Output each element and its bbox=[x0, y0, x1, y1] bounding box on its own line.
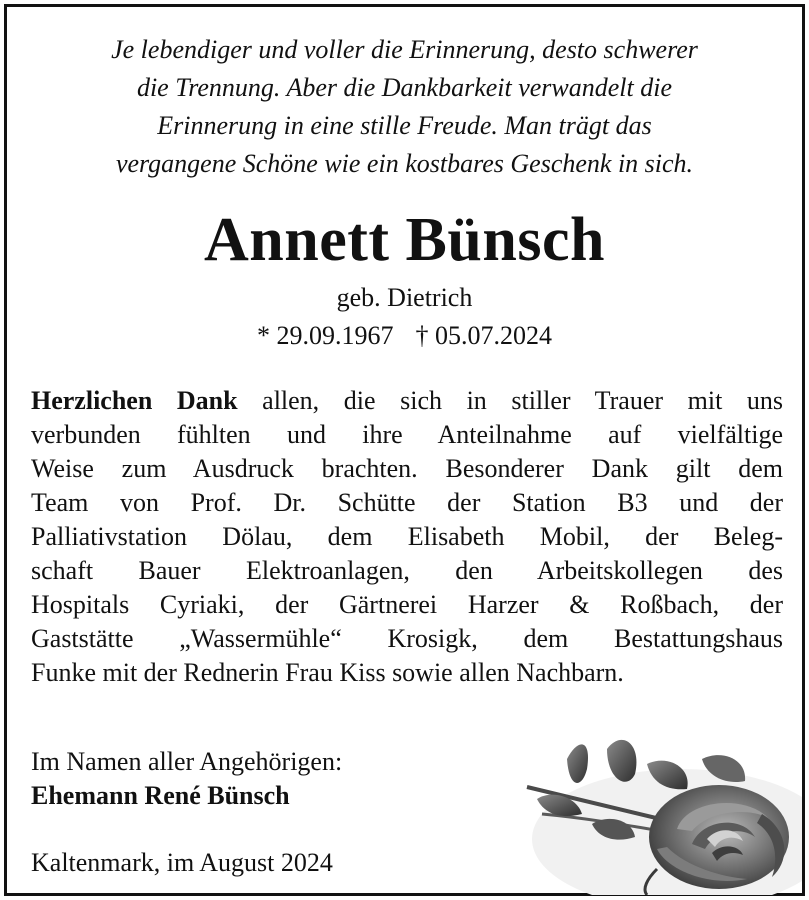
quote-line: die Trennung. Aber die Dankbarkeit verwandelt die bbox=[136, 73, 673, 102]
thanks-line bbox=[31, 384, 783, 418]
birth-date: * 29.09.1967 bbox=[257, 321, 394, 350]
memorial-quote bbox=[7, 31, 802, 183]
quote-line: Je lebendiger und voller die Erinnerung, desto schwerer bbox=[111, 35, 698, 64]
thanks-line: verbunden fühlten und ihre Anteilnahme auf vielfältige bbox=[31, 420, 783, 449]
thanks-line-rest: allen, die sich in stiller Trauer mit uns bbox=[237, 386, 783, 415]
thanks-text bbox=[31, 384, 783, 690]
thanks-line: schaft Bauer Elektroanlagen, den Arbeitskollegen des bbox=[31, 556, 783, 585]
thanks-lead: Herzlichen Dank bbox=[31, 386, 238, 415]
deceased-name: Annett Bünsch bbox=[204, 206, 605, 274]
death-date: † 05.07.2024 bbox=[415, 321, 552, 350]
thanks-line: Hospitals Cyriaki, der Gärtnerei Harzer & Roßbach, der bbox=[31, 590, 783, 619]
life-dates bbox=[7, 319, 802, 353]
thanks-line: Weise zum Ausdruck brachten. Besonderer Dank gilt dem bbox=[31, 454, 783, 483]
thanks-line: Funke mit der Rednerin Frau Kiss sowie allen Nachbarn. bbox=[31, 658, 624, 687]
thanks-line: Gaststätte „Wassermühle“ Krosigk, dem Bestattungshaus bbox=[31, 624, 783, 653]
place-date: Kaltenmark, im August 2024 bbox=[31, 848, 333, 877]
quote-line: Erinnerung in eine stille Freude. Man trägt das bbox=[157, 111, 652, 140]
obituary-card bbox=[4, 4, 805, 896]
rose-icon bbox=[507, 719, 802, 895]
signer-name: Ehemann René Bünsch bbox=[31, 781, 290, 810]
thanks-line: Team von Prof. Dr. Schütte der Station B3 und der bbox=[31, 488, 783, 517]
quote-line: vergangene Schöne wie ein kostbares Geschenk in sich. bbox=[115, 149, 694, 178]
birth-name: geb. Dietrich bbox=[336, 283, 473, 312]
thanks-line: Palliativstation Dölau, dem Elisabeth Mobil, der Beleg- bbox=[31, 522, 783, 551]
closing-phrase: Im Namen aller Angehörigen: bbox=[31, 747, 343, 776]
